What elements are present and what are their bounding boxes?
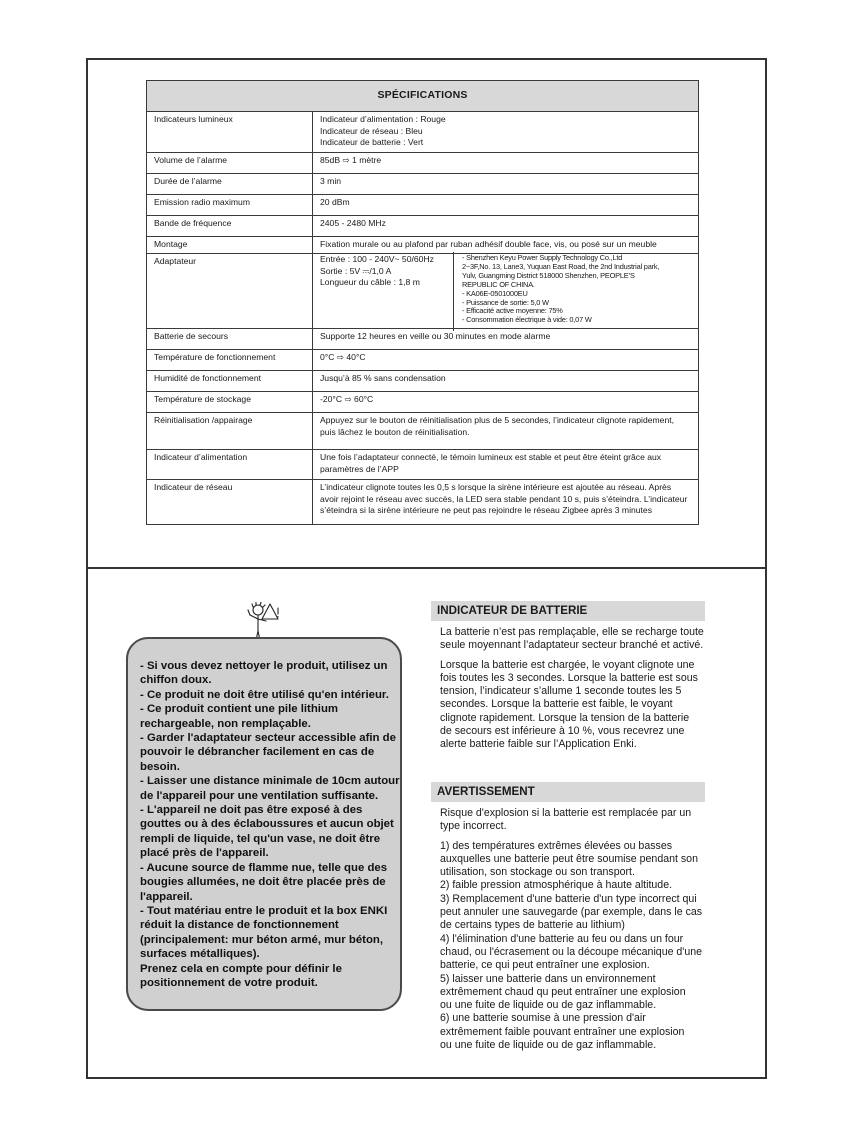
- table-row: [147, 194, 699, 215]
- spec-value: [313, 329, 699, 350]
- warning-line: - Garder l'adaptateur secteur accessible afin de: [140, 732, 396, 745]
- specifications-table: [146, 80, 699, 525]
- spec-label: Indicateurs lumineux: [147, 112, 313, 153]
- spec-value: [313, 194, 699, 215]
- paragraph-line: batterie, ce qui peut entraîner une explosion.: [440, 959, 650, 972]
- warning-line: rempli de liquide, tel qu'un vase, ne doit être: [140, 832, 381, 845]
- spec-value: [313, 450, 699, 480]
- spec-label: Batterie de secours: [147, 329, 313, 350]
- warning-line: positionnement de votre produit.: [140, 976, 318, 989]
- adapter-electrical: [313, 252, 454, 331]
- table-row: [147, 215, 699, 236]
- spec-value: [313, 173, 699, 194]
- adapter-line: - Shenzhen Keyu Power Supply Technology Co.,Ltd: [462, 253, 623, 262]
- spec-value: [313, 480, 699, 525]
- table-row: [147, 236, 699, 254]
- paragraph-line: ou une fuite de liquide ou de gaz inflammable.: [440, 999, 657, 1012]
- spec-value-line: paramètres de l’APP: [320, 463, 399, 474]
- paragraph-line: seule moyennant l’adaptateur secteur branché et activé.: [440, 639, 704, 652]
- avertissement-paragraph: [440, 840, 705, 1053]
- paragraph-line: clignote rapidement. Lorsque la tension de la batterie: [440, 711, 690, 724]
- spec-value-line: 85dB ⇨ 1 mètre: [320, 154, 382, 165]
- adapter-line: - KA06E-0501000EU: [462, 288, 528, 298]
- adapter-line: Entrée : 100 - 240V~ 50/60Hz: [320, 254, 434, 264]
- spec-label: Durée de l’alarme: [147, 173, 313, 194]
- table-row-adapter: [147, 254, 699, 329]
- table-row: [147, 450, 699, 480]
- adapter-details: [313, 252, 698, 331]
- warning-line: (principalement: mur béton armé, mur béton,: [140, 933, 384, 946]
- table-row: [147, 173, 699, 194]
- paragraph-line: ou une fuite de liquide ou de gaz inflammable.: [440, 1039, 657, 1052]
- warning-line: gouttes ou à des éclaboussures et aucun objet: [140, 818, 394, 831]
- paragraph-line: 6) une batterie soumise à une pression d'air: [440, 1012, 646, 1025]
- paragraph-line: extrêmement faible pouvant entraîner une explosion: [440, 1025, 685, 1038]
- battery-paragraph: [440, 659, 705, 752]
- spec-value-line: 3 min: [320, 175, 342, 186]
- warning-line: de l'appareil pour une ventilation suffisante.: [140, 789, 379, 802]
- warning-line: - Laisser une distance minimale de 10cm autour: [140, 775, 400, 788]
- battery-paragraph: [440, 626, 705, 653]
- table-row: [147, 413, 699, 450]
- specifications-title: SPÉCIFICATIONS: [147, 81, 699, 112]
- paragraph-line: peut annuler une sauvegarde (par exemple, dans le cas: [440, 906, 703, 919]
- spec-value-line: Supporte 12 heures en veille ou 30 minutes en mode alarme: [320, 331, 551, 342]
- warning-line: - Tout matériau entre le produit et la box ENKI: [140, 904, 388, 917]
- table-header-row: [147, 81, 699, 112]
- paragraph-line: de secours est inférieure à 10 %, vous recevrez une: [440, 725, 685, 738]
- spec-label: Adaptateur: [147, 254, 313, 329]
- spec-value-line: Jusqu’à 85 % sans condensation: [320, 373, 446, 384]
- spec-value-line: Indicateur de batterie : Vert: [320, 137, 424, 147]
- table-row: [147, 152, 699, 173]
- adapter-line: - Consommation électrique à vide: 0,07 W: [462, 315, 592, 325]
- spec-value-line: Indicateur de réseau : Bleu: [320, 125, 423, 136]
- spec-value: [313, 236, 699, 254]
- spec-value-line: avoir rejoint le réseau avec succès, la LED sera stable pendant 10 s, puis s’éteindra. L’indicateur: [320, 493, 688, 504]
- spec-label: Emission radio maximum: [147, 194, 313, 215]
- spec-label: Température de stockage: [147, 392, 313, 413]
- adapter-line: - Puissance de sortie: 5,0 W: [462, 297, 549, 307]
- adapter-line: Yulv, Guangming District 518000 Shenzhen, PEOPLE’S: [462, 270, 635, 280]
- paragraph-line: alerte batterie faible sur l’Application Enki.: [440, 738, 637, 751]
- table-row: [147, 480, 699, 525]
- page-divider: [86, 567, 767, 569]
- adapter-line: REPUBLIC OF CHINA.: [462, 279, 535, 289]
- paragraph-line: 3) Remplacement d'une batterie d'un type incorrect qui: [440, 892, 697, 905]
- spec-value: [313, 413, 699, 450]
- warning-line: - Si vous devez nettoyer le produit, utilisez un: [140, 660, 388, 672]
- paragraph-line: 5) laisser une batterie dans un environnement: [440, 972, 656, 985]
- avertissement-section-title: AVERTISSEMENT: [431, 782, 705, 802]
- paragraph-line: secondes. Lorsque la batterie est faible, le voyant: [440, 698, 673, 711]
- paragraph-line: 1) des températures extrêmes élevées ou basses: [440, 839, 673, 852]
- warning-line: réduit la distance de fonctionnement: [140, 919, 339, 932]
- spec-label: Montage: [147, 236, 313, 254]
- paragraph-line: La batterie n’est pas remplaçable, elle se recharge toute: [440, 626, 704, 638]
- adapter-line: 2~3F,No. 13, Lane3, Yuquan East Road, the 2nd Industrial park,: [462, 261, 660, 271]
- adapter-line: - Efficacité active moyenne: 75%: [462, 306, 563, 316]
- battery-indicator-section: [431, 601, 705, 758]
- warning-line: - L'appareil ne doit pas être exposé à des: [140, 804, 363, 817]
- battery-section-title: INDICATEUR DE BATTERIE: [431, 601, 705, 621]
- paragraph-line: 4) l'élimination d'une batterie au feu ou dans un four: [440, 932, 684, 945]
- warning-line: - Aucune source de flamme nue, telle que des: [140, 861, 388, 874]
- table-row: [147, 392, 699, 413]
- spec-value-line: 2405 - 2480 MHz: [320, 217, 386, 228]
- adapter-line: Longueur du câble : 1,8 m: [320, 277, 420, 287]
- spec-value: [313, 215, 699, 236]
- paragraph-line: Risque d'explosion si la batterie est remplacée par un: [440, 807, 692, 819]
- table-row: [147, 350, 699, 371]
- spec-value-line: Appuyez sur le bouton de réinitialisation plus de 5 secondes, l’indicateur clignote rapidement,: [320, 415, 674, 426]
- spec-label: Bande de fréquence: [147, 215, 313, 236]
- spec-label: Humidité de fonctionnement: [147, 371, 313, 392]
- spec-value-line: puis lâchez le bouton de réinitialisation.: [320, 426, 470, 437]
- adapter-line: Sortie : 5V ⎓/1,0 A: [320, 265, 392, 276]
- spec-value-line: s’éteindra si la sirène intérieure ne peut pas rejoindre le réseau Zigbee après 3 minutes: [320, 505, 653, 516]
- warning-line: chiffon doux.: [140, 674, 212, 687]
- paragraph-line: extrêmement chaud qu peut entraîner une explosion: [440, 985, 686, 998]
- warning-line: bougies allumées, ne doit être placée près de: [140, 876, 386, 889]
- warning-line: l'appareil.: [140, 890, 193, 903]
- warning-line: surfaces métalliques).: [140, 948, 260, 961]
- warning-line: Prenez cela en compte pour définir le: [140, 962, 342, 975]
- spec-value: [313, 254, 699, 329]
- paragraph-line: chaud, ou l'écrasement ou la découpe mécanique d'une: [440, 945, 703, 958]
- paragraph-line: 2) faible pression atmosphérique à haute altitude.: [440, 879, 673, 892]
- spec-label: Indicateur d’alimentation: [147, 450, 313, 480]
- spec-value-line: Indicateur d’alimentation : Rouge: [320, 114, 446, 124]
- avertissement-section: [431, 782, 705, 1058]
- spec-label: Température de fonctionnement: [147, 350, 313, 371]
- spec-value-line: -20°C ⇨ 60°C: [320, 394, 374, 405]
- spec-value: [313, 152, 699, 173]
- spec-value: [313, 112, 699, 153]
- table-row: [147, 329, 699, 350]
- spec-value-line: L’indicateur clignote toutes les 0,5 s lorsque la sirène intérieure est ajoutée au réseau. Après: [320, 482, 672, 493]
- paragraph-line: type incorrect.: [440, 820, 507, 833]
- spec-value-line: Une fois l’adaptateur connecté, le témoin lumineux est stable et peut être éteint grâce aux: [320, 452, 662, 463]
- paragraph-line: tension, l’indicateur s’allume 1 seconde toutes les 5: [440, 685, 682, 698]
- warning-line: - Ce produit ne doit être utilisé qu'en intérieur.: [140, 688, 389, 701]
- safety-warning-box: [126, 637, 402, 1011]
- adapter-manufacturer: [454, 252, 699, 331]
- paragraph-line: de certains types de batterie au lithium): [440, 919, 625, 932]
- spec-value-line: Fixation murale ou au plafond par ruban adhésif double face, vis, ou posé sur un meuble: [320, 238, 657, 249]
- spec-value-line: 20 dBm: [320, 196, 350, 207]
- warning-line: besoin.: [140, 760, 180, 773]
- spec-value: [313, 371, 699, 392]
- spec-value-line: 0°C ⇨ 40°C: [320, 352, 366, 363]
- table-row: [147, 371, 699, 392]
- warning-line: rechargeable, non remplaçable.: [140, 717, 311, 730]
- spec-label: Indicateur de réseau: [147, 480, 313, 525]
- paragraph-line: utilisation, son stockage ou son transport.: [440, 866, 635, 879]
- paragraph-line: fois toutes les 3 secondes. Lorsque la batterie est sous: [440, 671, 698, 684]
- warning-line: placé près de l'appareil.: [140, 847, 269, 860]
- spec-value: [313, 350, 699, 371]
- spec-label: Volume de l’alarme: [147, 152, 313, 173]
- paragraph-line: auxquelles une batterie peut être soumise pendant son: [440, 852, 698, 865]
- avertissement-paragraph: [440, 807, 705, 834]
- paragraph-line: Lorsque la batterie est chargée, le voyant clignote une: [440, 658, 695, 671]
- spec-label: Réinitialisation /appairage: [147, 413, 313, 450]
- spec-value: [313, 392, 699, 413]
- warning-line: pouvoir le débrancher facilement en cas de: [140, 746, 375, 759]
- table-row: [147, 112, 699, 153]
- warning-line: - Ce produit contient une pile lithium: [140, 703, 339, 716]
